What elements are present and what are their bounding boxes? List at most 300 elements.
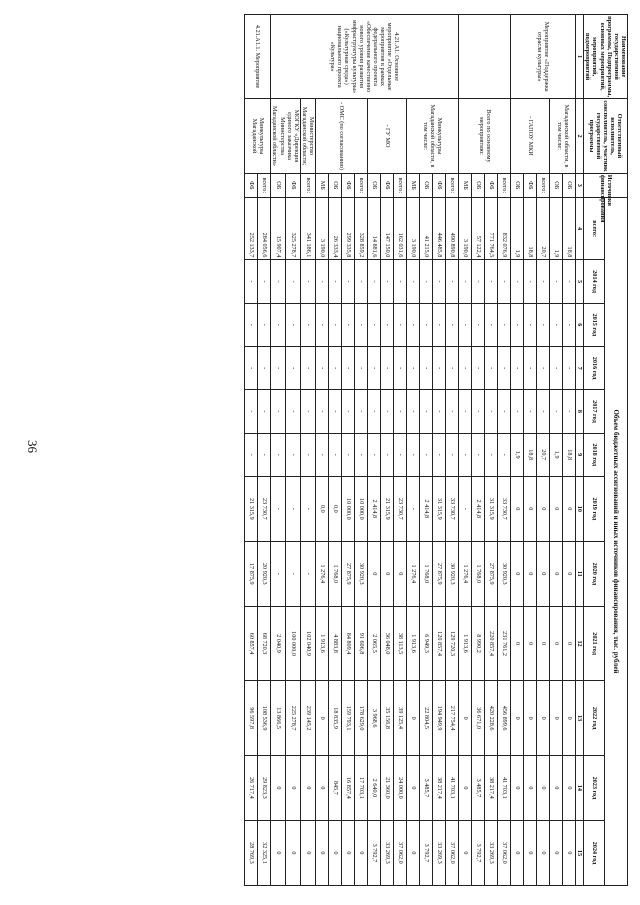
executor-cell: - ГАПОУ МКИ (511, 99, 550, 174)
year-value-cell: 225 278,7 (286, 681, 301, 756)
year-value-cell: 0 (550, 681, 563, 756)
year-value-cell: - (271, 260, 286, 303)
year-value-cell: - (472, 346, 485, 389)
year-value-cell: 27 875,9 (485, 541, 498, 606)
header-executor: Ответственный исполнитель, соисполнитель, участник государственной программы (584, 99, 628, 174)
year-value-cell: 2 414,8 (420, 476, 433, 541)
year-value-cell: - (420, 433, 433, 476)
source-cell: всего: (258, 173, 271, 197)
year-value-cell: 18,8 (524, 433, 537, 476)
year-value-cell: 31 315,9 (485, 476, 498, 541)
year-value-cell: 60 857,4 (245, 606, 258, 681)
year-value-cell: - (258, 303, 271, 346)
total-value-cell: 341 186,1 (300, 197, 315, 260)
year-value-cell: 30 920,3 (498, 541, 511, 606)
year-value-cell: - (498, 260, 511, 303)
table-row (258, 15, 271, 886)
year-value-cell: 239 145,2 (300, 681, 315, 756)
year-value-cell: - (394, 346, 407, 389)
source-cell: ФБ (524, 173, 537, 197)
year-value-cell: 0,0 (316, 476, 329, 541)
executor-cell: - ГУ МО (368, 99, 407, 174)
header-year: 2017 год (584, 390, 605, 433)
year-value-cell: - (420, 390, 433, 433)
year-value-cell: - (550, 303, 563, 346)
year-value-cell: 23 730,7 (394, 476, 407, 541)
source-cell: ОБ (550, 173, 563, 197)
column-number: 13 (576, 681, 584, 756)
year-value-cell: - (433, 260, 446, 303)
year-value-cell: - (286, 346, 301, 389)
year-value-cell: 30 920,3 (446, 541, 459, 606)
executor-cell: - ОМС (по согласованию) (316, 99, 368, 174)
year-value-cell: 0 (550, 755, 563, 820)
year-value-cell: - (342, 260, 355, 303)
column-number: 1 (576, 15, 584, 99)
year-value-cell: 2 414,8 (368, 476, 381, 541)
year-value-cell: - (407, 346, 420, 389)
year-value-cell: 0 (329, 820, 342, 885)
total-value-cell: 325 278,7 (286, 197, 301, 260)
year-value-cell: 41 703,1 (498, 755, 511, 820)
year-value-cell: - (498, 433, 511, 476)
year-value-cell: - (407, 433, 420, 476)
total-value-cell: 284 056,6 (258, 197, 271, 260)
year-value-cell: 0 (537, 476, 550, 541)
year-value-cell: 0 (537, 681, 550, 756)
year-value-cell: 0 (459, 755, 472, 820)
executor-cell: Всего по основному мероприятию: (459, 99, 511, 174)
table-row (394, 15, 407, 886)
year-value-cell: - (286, 433, 301, 476)
year-value-cell: 21 360,0 (381, 755, 394, 820)
program-name-cell: 4.21.А1. Основное мероприятие «Отдельные мероприятия в рамках федерального проекта «Обеспечение качественно нового уровня развития инфраструктуры культуры» («Культурная среда») национального проекта «Культура» (271, 15, 459, 99)
year-value-cell: 91 606,8 (355, 606, 368, 681)
total-value-cell: 3 190,0 (407, 197, 420, 260)
year-value-cell: - (446, 390, 459, 433)
program-name-cell: 4.21.А1.1. Мероприятие (245, 15, 271, 99)
year-value-cell: - (329, 303, 342, 346)
year-value-cell: 0 (550, 541, 563, 606)
year-value-cell: 2 040,9 (271, 606, 286, 681)
year-value-cell: 96 597,8 (245, 681, 258, 756)
year-value-cell: 0 (524, 755, 537, 820)
year-value-cell: 37 062,0 (498, 820, 511, 885)
year-value-cell: 0 (563, 755, 576, 820)
year-value-cell: 0 (300, 820, 315, 885)
year-value-cell: 32 325,1 (258, 820, 271, 885)
year-value-cell: - (368, 390, 381, 433)
header-year: 2018 год (584, 433, 605, 476)
year-value-cell: 3 485,7 (420, 755, 433, 820)
year-value-cell: - (446, 346, 459, 389)
year-value-cell: 0 (368, 541, 381, 606)
year-value-cell: 37 062,0 (446, 820, 459, 885)
year-value-cell: - (329, 433, 342, 476)
year-value-cell: 0 (563, 476, 576, 541)
year-value-cell: - (342, 303, 355, 346)
year-value-cell: 845,7 (329, 755, 342, 820)
total-value-cell: 41 215,0 (420, 197, 433, 260)
year-value-cell: 1 913,6 (459, 606, 472, 681)
year-value-cell: 0 (524, 606, 537, 681)
year-value-cell: 18,8 (563, 433, 576, 476)
year-value-cell: 217 754,4 (446, 681, 459, 756)
year-value-cell: 3 485,7 (472, 755, 485, 820)
year-value-cell: - (459, 390, 472, 433)
year-value-cell: - (355, 433, 368, 476)
source-cell: ФБ (433, 173, 446, 197)
source-cell: всего: (355, 173, 368, 197)
year-value-cell: - (485, 433, 498, 476)
year-value-cell: 3 792,7 (368, 820, 381, 885)
year-value-cell: - (316, 303, 329, 346)
executor-cell: Минкультуры Магаданской (245, 99, 271, 174)
total-value-cell: 57 122,4 (472, 197, 485, 260)
year-value-cell: - (300, 346, 315, 389)
year-value-cell: 0 (355, 820, 368, 885)
year-value-cell: 0 (381, 541, 394, 606)
year-value-cell: - (498, 390, 511, 433)
year-value-cell: - (271, 433, 286, 476)
year-value-cell: - (407, 476, 420, 541)
year-value-cell: - (355, 303, 368, 346)
year-value-cell: - (446, 303, 459, 346)
year-value-cell: - (258, 346, 271, 389)
source-cell: ОБ (472, 173, 485, 197)
header-year: 2020 год (584, 541, 605, 606)
year-value-cell: 20 920,3 (258, 541, 271, 606)
year-value-cell: - (511, 260, 524, 303)
year-value-cell: - (258, 260, 271, 303)
year-value-cell: 68 720,3 (258, 606, 271, 681)
year-value-cell: 38 217,4 (485, 755, 498, 820)
year-value-cell: - (472, 433, 485, 476)
column-number: 4 (576, 197, 584, 260)
year-value-cell: 0 (511, 476, 524, 541)
column-number: 15 (576, 820, 584, 885)
year-value-cell: 1,9 (550, 433, 563, 476)
year-value-cell: 38 217,4 (433, 755, 446, 820)
year-value-cell: - (485, 303, 498, 346)
year-value-cell: 0 (563, 606, 576, 681)
year-value-cell: 27 875,9 (342, 541, 355, 606)
column-number: 8 (576, 390, 584, 433)
source-cell: МБ (316, 173, 329, 197)
year-value-cell: - (342, 433, 355, 476)
year-value-cell: - (271, 390, 286, 433)
source-cell: ФБ (381, 173, 394, 197)
total-value-cell: 162 031,6 (394, 197, 407, 260)
year-value-cell: 0 (511, 820, 524, 885)
year-value-cell: - (433, 390, 446, 433)
year-value-cell: 0 (511, 606, 524, 681)
year-value-cell: 33 730,7 (446, 476, 459, 541)
year-value-cell: - (381, 390, 394, 433)
total-value-cell: 147 150,0 (381, 197, 394, 260)
year-value-cell: - (420, 346, 433, 389)
year-value-cell: 0 (407, 755, 420, 820)
year-value-cell: 0 (524, 820, 537, 885)
year-value-cell: - (342, 390, 355, 433)
year-value-cell: 8 990,2 (472, 606, 485, 681)
year-value-cell: 35 156,8 (381, 681, 394, 756)
year-value-cell: - (245, 433, 258, 476)
year-value-cell: 420 228,6 (485, 681, 498, 756)
year-value-cell: 84 809,4 (342, 606, 355, 681)
year-value-cell: 1,9 (511, 433, 524, 476)
source-cell: ОБ (563, 173, 576, 197)
year-value-cell: 17 703,1 (355, 755, 368, 820)
header-year: 2015 год (584, 303, 605, 346)
year-value-cell: - (286, 541, 301, 606)
program-name-cell (459, 15, 511, 99)
year-value-cell: 2 065,5 (368, 606, 381, 681)
year-value-cell: - (258, 433, 271, 476)
year-value-cell: - (300, 433, 315, 476)
year-value-cell: - (563, 260, 576, 303)
year-value-cell: - (433, 303, 446, 346)
total-value-cell: 14 881,6 (368, 197, 381, 260)
executor-cell: Министерство Магаданской области; (300, 99, 315, 174)
total-value-cell: 3 190,0 (459, 197, 472, 260)
header-year: 2021 год (584, 606, 605, 681)
total-value-cell: 446 485,8 (433, 197, 446, 260)
year-value-cell: 1 913,6 (407, 606, 420, 681)
year-value-cell: - (329, 260, 342, 303)
year-value-cell: 178 629,0 (355, 681, 368, 756)
year-value-cell: - (550, 346, 563, 389)
year-value-cell: 0 (550, 606, 563, 681)
column-number: 10 (576, 476, 584, 541)
source-cell: ФБ (485, 173, 498, 197)
year-value-cell: 10 000,0 (355, 476, 368, 541)
year-value-cell: - (368, 346, 381, 389)
year-value-cell: 2 640,0 (368, 755, 381, 820)
executor-cell: Минкультуры Магаданской области, в том числе: (407, 99, 459, 174)
year-value-cell: 20,7 (537, 433, 550, 476)
year-value-cell: - (286, 390, 301, 433)
header-program: Наименование государственной программы, Подпрограммы, основных мероприятий, мероприятий, подмероприятий (584, 16, 627, 98)
year-value-cell: - (271, 346, 286, 389)
table-row (286, 15, 301, 886)
year-value-cell: - (524, 390, 537, 433)
year-value-cell: - (485, 260, 498, 303)
year-value-cell: 0 (563, 681, 576, 756)
year-value-cell: 37 062,0 (394, 820, 407, 885)
year-value-cell: - (394, 303, 407, 346)
year-value-cell: 29 823,3 (258, 755, 271, 820)
year-value-cell: 0 (537, 820, 550, 885)
year-value-cell: 3 792,7 (420, 820, 433, 885)
table-row (446, 15, 459, 886)
year-value-cell: - (537, 303, 550, 346)
year-value-cell: 220 857,4 (485, 606, 498, 681)
year-value-cell: 6 949,3 (420, 606, 433, 681)
year-value-cell: 108 536,9 (258, 681, 271, 756)
year-value-cell: - (368, 433, 381, 476)
year-value-cell: 33 730,7 (498, 476, 511, 541)
year-value-cell: 0 (271, 820, 286, 885)
header-year: 2019 год (584, 476, 605, 541)
source-cell: всего: (394, 173, 407, 197)
year-value-cell: - (316, 390, 329, 433)
year-value-cell: - (407, 390, 420, 433)
year-value-cell: - (300, 476, 315, 541)
year-value-cell: 27 875,9 (433, 541, 446, 606)
year-value-cell: - (459, 303, 472, 346)
year-value-cell: 0 (511, 755, 524, 820)
year-value-cell: - (316, 260, 329, 303)
table-row (498, 15, 511, 886)
year-value-cell: 36 671,0 (472, 681, 485, 756)
header-year: 2014 год (584, 260, 605, 303)
year-value-cell: - (381, 303, 394, 346)
year-value-cell: - (420, 260, 433, 303)
header-year: 2016 год (584, 346, 605, 389)
year-value-cell: - (498, 303, 511, 346)
year-value-cell: 39 125,4 (394, 681, 407, 756)
source-cell: МБ (459, 173, 472, 197)
year-value-cell: - (286, 260, 301, 303)
year-value-cell: - (472, 260, 485, 303)
year-value-cell: 0 (271, 755, 286, 820)
year-value-cell: 30 920,3 (355, 541, 368, 606)
year-value-cell: - (368, 260, 381, 303)
year-value-cell: 0 (511, 681, 524, 756)
year-value-cell: 10 000,0 (342, 476, 355, 541)
source-cell: ФБ (342, 173, 355, 197)
year-value-cell: - (563, 390, 576, 433)
source-cell: МБ (407, 173, 420, 197)
year-value-cell: 0 (286, 755, 301, 820)
year-value-cell: 1 276,4 (459, 541, 472, 606)
year-value-cell: 21 315,9 (245, 476, 258, 541)
year-value-cell: 0,0 (329, 476, 342, 541)
year-value-cell: - (271, 303, 286, 346)
year-value-cell: - (355, 390, 368, 433)
year-value-cell: 0 (286, 820, 301, 885)
header-year: 2024 год (584, 820, 605, 885)
column-number: 2 (576, 99, 584, 174)
year-value-cell: - (355, 346, 368, 389)
year-value-cell: 33 269,3 (485, 820, 498, 885)
year-value-cell: 22 804,5 (420, 681, 433, 756)
year-value-cell: - (286, 476, 301, 541)
total-value-cell: 299 335,8 (342, 197, 355, 260)
total-value-cell: 3 190,0 (316, 197, 329, 260)
year-value-cell: - (329, 390, 342, 433)
column-number: 6 (576, 303, 584, 346)
year-value-cell: - (459, 476, 472, 541)
column-number: 5 (576, 260, 584, 303)
year-value-cell: - (300, 390, 315, 433)
year-value-cell: 0 (316, 820, 329, 885)
year-value-cell: 33 269,3 (433, 820, 446, 885)
table-row (300, 15, 315, 886)
year-value-cell: 120 857,4 (433, 606, 446, 681)
year-value-cell: - (245, 390, 258, 433)
total-value-cell: 1,9 (511, 197, 524, 260)
header-row-1 (604, 15, 627, 886)
source-cell: ОБ (368, 173, 381, 197)
year-value-cell: - (329, 346, 342, 389)
year-value-cell: - (485, 346, 498, 389)
year-value-cell: 194 949,9 (433, 681, 446, 756)
year-value-cell: - (511, 303, 524, 346)
year-value-cell: 3 968,6 (368, 681, 381, 756)
year-value-cell: 33 269,3 (381, 820, 394, 885)
year-value-cell: - (498, 346, 511, 389)
total-value-cell: 490 890,8 (446, 197, 459, 260)
year-value-cell: 0 (524, 541, 537, 606)
year-value-cell: - (459, 433, 472, 476)
year-value-cell: 0 (563, 820, 576, 885)
year-value-cell: 0 (524, 476, 537, 541)
year-value-cell: - (524, 260, 537, 303)
year-value-cell: - (258, 390, 271, 433)
total-value-cell: 832 076,9 (498, 197, 511, 260)
year-value-cell: - (271, 541, 286, 606)
header-source: Источники финансирования (584, 173, 628, 197)
executor-cell: МОГКУ «Дирекция единого заказчика Министерства Магаданской области» (271, 99, 301, 174)
table-row (537, 15, 550, 886)
year-value-cell: 0 (563, 541, 576, 606)
total-value-cell: 252 133,7 (245, 197, 258, 260)
total-value-cell: 20,7 (537, 197, 550, 260)
source-cell: всего: (498, 173, 511, 197)
year-value-cell: - (407, 260, 420, 303)
year-value-cell: - (524, 346, 537, 389)
year-value-cell: 0 (550, 476, 563, 541)
year-value-cell: 4 883,8 (329, 606, 342, 681)
source-cell: ОБ (329, 173, 342, 197)
year-value-cell: - (316, 433, 329, 476)
year-value-cell: - (550, 260, 563, 303)
year-value-cell: - (245, 303, 258, 346)
year-value-cell: 0 (537, 541, 550, 606)
year-value-cell: - (381, 346, 394, 389)
table-row (355, 15, 368, 886)
year-value-cell: - (368, 303, 381, 346)
year-value-cell: - (537, 260, 550, 303)
year-value-cell: 1 768,0 (472, 541, 485, 606)
year-value-cell: 0 (459, 681, 472, 756)
year-value-cell: - (420, 303, 433, 346)
header-funding-title: Объем бюджетных ассигнований и иных источников финансирования, тыс. рублей (604, 197, 627, 885)
year-value-cell: 16 857,4 (342, 755, 355, 820)
year-value-cell: 0 (407, 681, 420, 756)
column-number: 7 (576, 346, 584, 389)
program-name-cell: Мероприятие «Поддержка отрасли культуры» (511, 15, 576, 99)
year-value-cell: - (511, 390, 524, 433)
source-cell: ОБ (271, 173, 286, 197)
header-row-numbers (576, 15, 584, 886)
year-value-cell: 102 040,9 (300, 606, 315, 681)
year-value-cell: - (459, 260, 472, 303)
year-value-cell: - (381, 260, 394, 303)
year-value-cell: 0 (394, 541, 407, 606)
year-value-cell: 23 730,7 (258, 476, 271, 541)
year-value-cell: - (394, 390, 407, 433)
year-value-cell: 231 761,2 (498, 606, 511, 681)
year-value-cell: 0 (524, 681, 537, 756)
year-value-cell: 0 (550, 820, 563, 885)
year-value-cell: - (433, 346, 446, 389)
year-value-cell: - (300, 303, 315, 346)
page-number: 36 (25, 440, 40, 453)
column-number: 14 (576, 755, 584, 820)
